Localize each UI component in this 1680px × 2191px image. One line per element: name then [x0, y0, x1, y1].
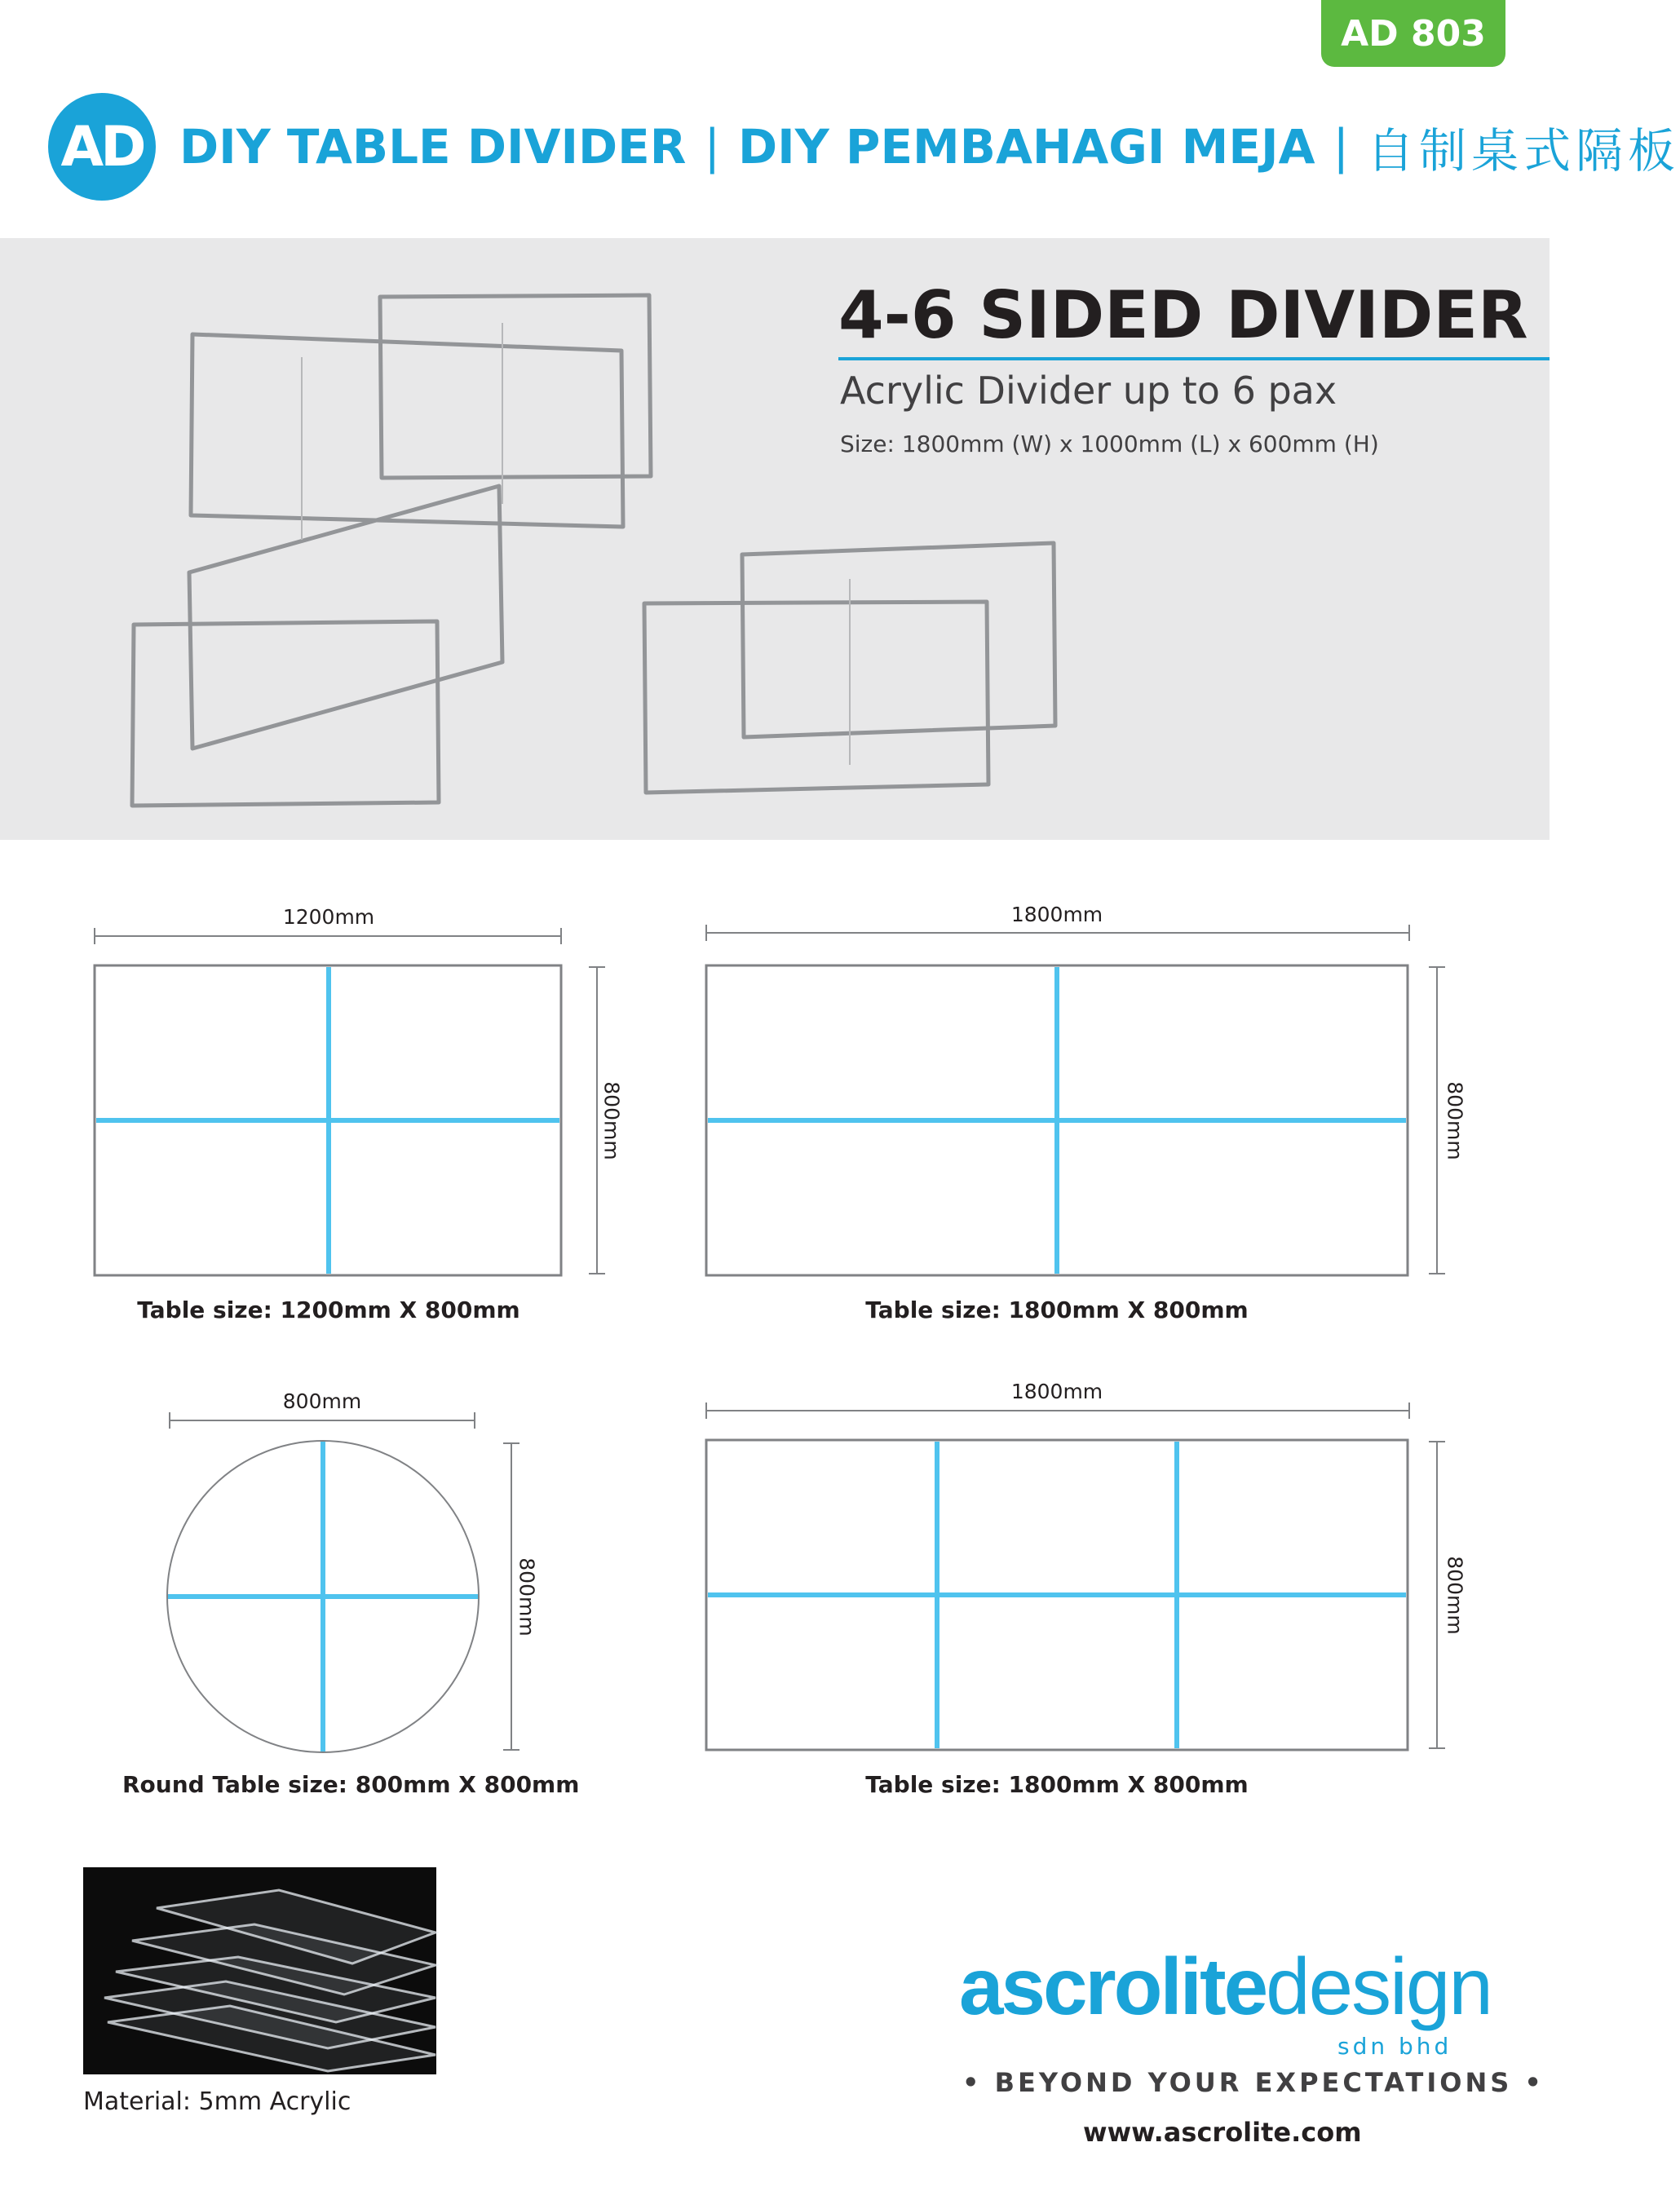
brand-logo — [959, 1941, 1492, 2033]
height-label: 800mm — [599, 1081, 624, 1160]
title-separator: | — [1333, 119, 1350, 174]
height-label: 800mm — [1443, 1081, 1467, 1160]
title-english: DIY TABLE DIVIDER — [179, 119, 687, 174]
width-label: 1800mm — [1010, 903, 1103, 926]
table-caption: Round Table size: 800mm X 800mm — [122, 1771, 580, 1798]
height-label: 800mm — [515, 1557, 539, 1637]
acrylic-sheets-photo — [83, 1867, 436, 2074]
hero-size-text: Size: 1800mm (W) x 1000mm (L) x 600mm (H) — [840, 431, 1379, 457]
website-link[interactable]: www.ascrolite.com — [1083, 2117, 1362, 2148]
material-label: Material: 5mm Acrylic — [83, 2087, 351, 2116]
width-label: 1200mm — [282, 905, 375, 929]
hero-subtitle: Acrylic Divider up to 6 pax — [840, 369, 1337, 413]
title-separator: | — [704, 119, 721, 174]
title-chinese: 自制桌式隔板 — [1367, 123, 1680, 179]
brand-tagline: • BEYOND YOUR EXPECTATIONS • — [962, 2067, 1545, 2098]
table-caption: Table size: 1800mm X 800mm — [865, 1296, 1249, 1323]
brand-name-light: design — [1266, 1941, 1492, 2031]
acrylic-sheets-icon — [83, 1867, 436, 2074]
hero-title: 4-6 SIDED DIVIDER — [838, 277, 1528, 353]
width-label: 1800mm — [1010, 1380, 1103, 1403]
product-code: AD 803 — [1341, 12, 1486, 55]
width-label: 800mm — [282, 1389, 362, 1413]
title-malay: DIY PEMBAHAGI MEJA — [738, 119, 1315, 174]
table-caption: Table size: 1200mm X 800mm — [137, 1296, 520, 1323]
ad-logo-icon: AD — [48, 93, 156, 201]
table-caption: Table size: 1800mm X 800mm — [865, 1771, 1249, 1798]
brand-suffix: sdn bhd — [1337, 2033, 1452, 2060]
height-label: 800mm — [1443, 1556, 1467, 1635]
brand-name-bold: ascrolite — [959, 1941, 1267, 2031]
